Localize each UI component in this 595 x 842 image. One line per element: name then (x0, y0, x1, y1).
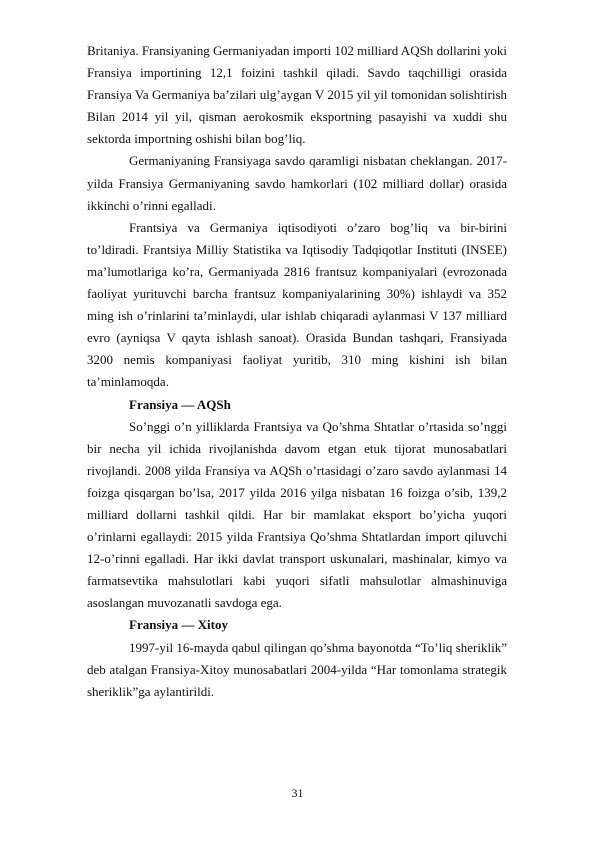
page-number: 31 (291, 786, 304, 800)
paragraph-economies-interdependent: Frantsiya va Germaniya iqtisodiyoti o’zaro bog’liq va bir-birini to’ldiradi. Frantsiya Milliy Statistika va Iqtisodiy Tadqiqotlar Instituti (INSEE) ma’lumotlariga ko’ra, Germaniyada 2816 frantsuz kompaniyalari (evrozonada faoliyat yurituvchi barcha frantsuz kompaniyalarining 30%) ishlaydi va 352 ming ish o’rinlarini ta’minlaydi, ular ishlab chiqaradi aylanmasi V 137 milliard evro (ayniqsa V qayta ishlash sanoat). Orasida Bundan tashqari, Fransiyada 3200 nemis kompaniyasi faoliyat yuritib, 310 ming kishini ish bilan ta’minlamoqda. (87, 219, 507, 390)
paragraph-france-china: 1997-yil 16-mayda qabul qilingan qo’shma bayonotda “To’liq sheriklik” deb atalgan Fransiya-Xitoy munosabatlari 2004-yilda “Har tomonlama strategik sheriklik”ga aylantirildi. (87, 639, 507, 699)
section-heading-france-china: Fransiya — Xitoy (129, 617, 228, 633)
paragraph-germany-dependence: Germaniyaning Fransiyaga savdo qaramligi nisbatan cheklangan. 2017-yilda Fransiya Germaniyaning savdo hamkorlari (102 milliard dollar) orasida ikkinchi o’rinni egalladi. (87, 153, 507, 213)
section-heading-france-usa: Fransiya — AQSh (129, 396, 231, 412)
body-text (87, 40, 507, 703)
paragraph-france-usa: So’nggi o’n yilliklarda Frantsiya va Qo’shma Shtatlar o’rtasida so’nggi bir necha yil ichida rivojlanishda davom etgan etuk tijorat munosabatlari rivojlandi. 2008 yilda Fransiya va AQSh o’rtasidagi o’zaro savdo aylanmasi 14 foizga qisqargan bo’lsa, 2017 yilda 2016 yilga nisbatan 16 foizga o’sib, 139,2 milliard dollarni tashkil qildi. Har bir mamlakat eksport bo’yicha yuqori o’rinlarni egallaydi: 2015 yilda Frantsiya Qo’shma Shtatlardan import qiluvchi 12-o’rinni egalladi. Har ikki davlat transport uskunalari, mashinalar, kimyo va farmatsevtika mahsulotlari kabi yuqori sifatli mahsulotlar almashinuviga asoslangan muvozanatli savdoga ega. (87, 418, 507, 611)
paragraph-uk-trade: Britaniya. Fransiyaning Germaniyadan importi 102 milliard AQSh dollarini yoki Fransiya importining 12,1 foizini tashkil qiladi. Savdo taqchilligi orasida Fransiya Va Germaniya ba’zilari ulg’aygan V 2015 yil yil tomonidan solishtirish Bilan 2014 yil yil, qisman aerokosmik eksportning pasayishi va xuddi shu sektorda importning oshishi bilan bog’liq. (87, 43, 507, 147)
